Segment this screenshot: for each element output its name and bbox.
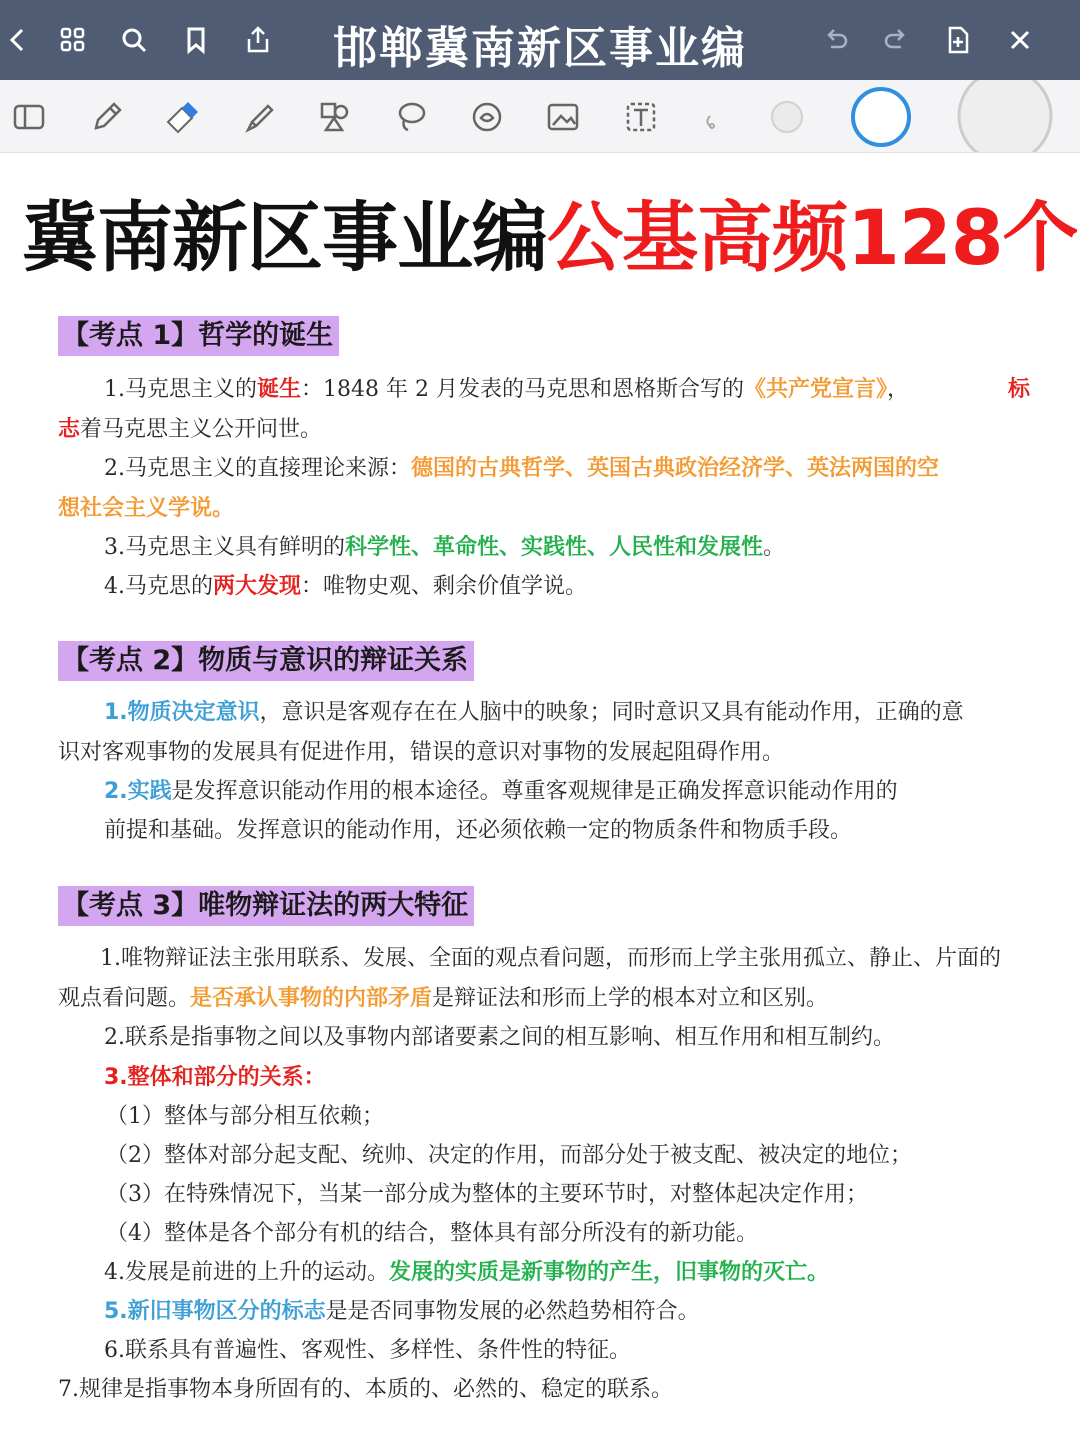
headline-part2: 公基高频128个 [547,193,1078,282]
text: 想社会主义学说。 [58,496,235,521]
headline-part1: 冀南新区事业编 [22,193,547,282]
page-headline [22,190,1078,286]
text: 。 [763,535,786,560]
text: 两大发现 [213,574,302,599]
kp1-line4 [58,494,1030,524]
text: 《共产党宣言》 [743,377,887,402]
close-icon[interactable] [1002,22,1038,58]
kp2-line4 [58,816,1030,846]
text: 发展的实质是新事物的产生，旧事物的灭亡。 [389,1260,830,1285]
text: （3）在特殊情况下，当某一部分成为整体的主要环节时，对整体起决定作用； [106,1182,868,1207]
text: ：唯物史观、剩余价值学说。 [301,574,588,599]
kp3-line4 [58,1063,1030,1093]
text: （2）整体对部分起支配、统帅、决定的作用，而部分处于被支配、被决定的地位； [106,1143,912,1168]
color-swatch-blue-ring[interactable] [848,84,914,150]
kp3-line10 [58,1297,1030,1327]
text: 3.整体和部分的关系： [104,1065,326,1090]
text: 是辩证法和形而上学的根本对立和区别。 [432,986,829,1011]
sidebar-toggle-icon[interactable] [6,94,52,140]
kp1-line3 [58,454,1030,484]
text: 2.马克思主义的直接理论来源： [104,456,411,481]
text: 前提和基础。发挥意识的能动作用，还必须依赖一定的物质条件和物质手段。 [104,818,853,843]
laser-pointer-icon[interactable] [690,94,736,140]
text: 4.发展是前进的上升的运动。 [104,1260,389,1285]
section-title-kp1: 【考点 1】哲学的诞生 [58,316,339,356]
text: 标 [1007,377,1030,402]
kp1-line6 [58,572,1030,602]
kp3-line11 [58,1336,1030,1366]
text: ，意识是客观存在在人脑中的映象；同时意识又具有能动作用，正确的意 [259,700,964,725]
text: （1）整体与部分相互依赖； [106,1104,384,1129]
kp3-line8 [58,1219,1030,1249]
text: 2.实践 [104,779,172,804]
text: 科学性、革命性、实践性、人民性和发展性 [345,535,764,560]
kp3-line6 [58,1141,1030,1171]
text: 5.新旧事物区分的标志 [104,1299,326,1324]
pen-icon[interactable] [84,94,130,140]
image-icon[interactable] [540,94,586,140]
kp2-line2 [58,738,1030,768]
highlighter-icon[interactable] [236,94,282,140]
text: 7.规律是指事物本身所固有的、本质的、必然的、稳定的联系。 [58,1377,673,1402]
text: 1.物质决定意识 [104,700,260,725]
kp3-line9 [58,1258,1030,1288]
text: 识对客观事物的发展具有促进作用，错误的意识对事物的发展起阻碍作用。 [58,740,785,765]
section-title-kp3: 【考点 3】唯物辩证法的两大特征 [58,886,474,926]
annotation-toolbar [0,80,1080,153]
color-swatch-gray-large[interactable] [950,80,1060,152]
text: 是是否同事物发展的必然趋势相符合。 [325,1299,700,1324]
kp3-line7 [58,1180,1030,1210]
kp3-line3 [58,1023,1030,1053]
text: ：1848 年 2 月发表的马克思和恩格斯合写的 [301,377,744,402]
text: 1.唯物辩证法主张用联系、发展、全面的观点看问题，而形而上学主张用孤立、静止、片面的 [100,946,1001,971]
section-title-kp2: 【考点 2】物质与意识的辩证关系 [58,641,474,681]
text: 4.马克思的 [104,574,213,599]
add-page-icon[interactable] [940,22,976,58]
redo-icon[interactable] [878,22,914,58]
color-swatch-gray[interactable] [764,94,810,140]
kp1-line1 [58,375,1030,405]
text: 德国的古典哲学、英国古典政治经济学、英法两国的空 [411,456,940,481]
sticker-icon[interactable] [464,94,510,140]
text: 是否承认事物的内部矛盾 [190,986,433,1011]
text-box-icon[interactable] [618,94,664,140]
kp3-line5 [58,1102,1030,1132]
kp2-line3 [58,777,1030,807]
shapes-icon[interactable] [312,94,358,140]
kp1-line2 [58,415,1030,445]
kp1-line5 [58,533,1030,563]
text: 6.联系具有普遍性、客观性、多样性、条件性的特征。 [104,1338,631,1363]
undo-icon[interactable] [818,22,854,58]
text: ， [887,377,910,402]
text: 观点看问题。 [58,986,191,1011]
text: 3.马克思主义具有鲜明的 [104,535,345,560]
app-top-bar [0,0,1080,80]
text: 诞生 [257,377,302,402]
kp2-line1 [58,698,1030,728]
text: 1.马克思主义的 [104,377,257,402]
kp3-line12 [58,1375,1030,1405]
text: 是发挥意识能动作用的根本途径。尊重客观规律是正确发挥意识能动作用的 [171,779,898,804]
eraser-icon[interactable] [158,94,204,140]
text: 志 [58,417,81,442]
app-title: 邯郸冀南新区事业编 [333,23,747,74]
text: （4）整体是各个部分有机的结合，整体具有部分所没有的新功能。 [106,1221,758,1246]
kp3-line1 [58,944,1030,974]
lasso-icon[interactable] [388,94,434,140]
kp3-line2 [58,984,1030,1014]
text: 着马克思主义公开问世。 [80,417,323,442]
text: 2.联系是指事物之间以及事物内部诸要素之间的相互影响、相互作用和相互制约。 [104,1025,895,1050]
